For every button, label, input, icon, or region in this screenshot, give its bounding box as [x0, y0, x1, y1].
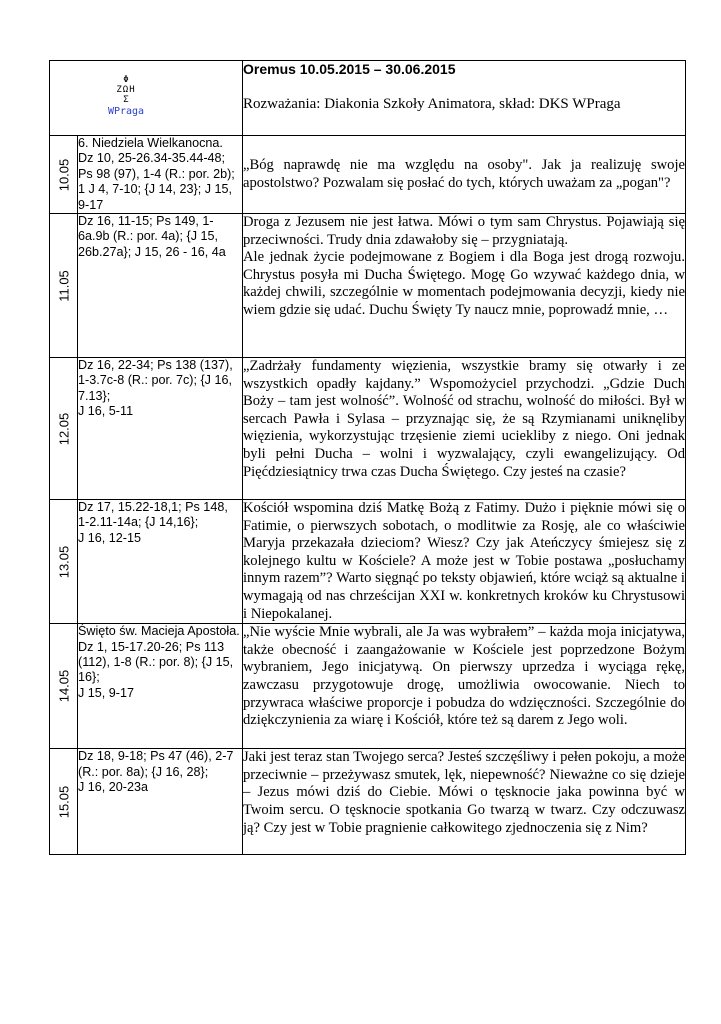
page: [49, 60, 685, 855]
logo-cell: [50, 61, 243, 136]
meditation-cell: [243, 136, 686, 214]
reading-line: Dz 10, 25-26.34-35.44-48; Ps 98 (97), 1-4 (R.: por. 2b); 1 J 4, 7-10; {J 14, 23}; J 15, 9-17: [78, 151, 235, 212]
date-cell: [50, 358, 78, 500]
date-label: 14.05: [56, 669, 71, 703]
day-row: [50, 358, 686, 500]
meditation-cell: [243, 214, 686, 358]
document-subtitle: Rozważania: Diakonia Szkoły Animatora, skład: DKS WPraga: [243, 96, 621, 112]
logo-sigma: Σ: [123, 95, 129, 105]
date-label: 10.05: [56, 158, 71, 191]
readings-cell: [78, 358, 243, 500]
readings-cell: [78, 749, 243, 855]
day-row: [50, 136, 686, 214]
meditation-paragraph: Jaki jest teraz stan Twojego serca? Jesteś szczęśliwy i pełen pokoju, a może przeciwnie – przeżywasz smutek, lęk, niepewność? Nieważne co się dzieje – Jezus mówi dziś do Ciebie. Mówi o tęsknocie jaka powinna być w Twoim sercu. O tęsknocie spotkania Go twarzą w twarz. Czy odczuwasz ją? Czy jest w Tobie pragnienie całkowitego zjednoczenia się z Nim?: [243, 749, 685, 836]
readings-cell: [78, 214, 243, 358]
reading-line: Dz 1, 15-17.20-26; Ps 113 (112), 1-8 (R.: por. 8); {J 15, 16};: [78, 639, 234, 685]
day-row: [50, 624, 686, 749]
reading-line: Dz 17, 15.22-18,1; Ps 148, 1-2.11-14a; {J 14,16};: [78, 500, 228, 530]
date-cell: [50, 136, 78, 214]
day-row: [50, 500, 686, 624]
header-text-cell: [243, 61, 686, 136]
logo-wpraga: WPraga: [107, 106, 145, 117]
date-cell: [50, 749, 78, 855]
document-title: Oremus 10.05.2015 – 30.06.2015: [243, 61, 456, 77]
date-label: 12.05: [56, 412, 71, 445]
readings-cell: [78, 500, 243, 624]
reading-line: 6. Niedziela Wielkanocna.: [78, 136, 223, 150]
schedule-table: [49, 60, 686, 855]
date-cell: [50, 500, 78, 624]
readings-cell: [78, 136, 243, 214]
reading-line: J 16, 20-23a: [78, 780, 149, 794]
meditation-cell: [243, 500, 686, 624]
day-row: [50, 214, 686, 358]
header-row: [50, 61, 686, 136]
reading-line: J 16, 12-15: [78, 530, 142, 545]
logo-phi: Φ: [123, 75, 129, 85]
meditation-cell: [243, 358, 686, 500]
readings-cell: [78, 624, 243, 749]
meditation-paragraph: Droga z Jezusem nie jest łatwa. Mówi o tym sam Chrystus. Pojawiają się przeciwności. Trudy dnia zdawałoby się – przygniatają.: [243, 214, 685, 248]
reading-line: J 16, 5-11: [78, 404, 134, 419]
reading-line: Dz 18, 9-18; Ps 47 (46), 2-7 (R.: por. 8a); {J 16, 28};: [78, 749, 234, 779]
meditation-paragraph: „Zadrżały fundamenty więzienia, wszystkie bramy się otwarły i ze wszystkich opadły kajdany.” Wspomożyciel przychodzi. „Gdzie Duch Boży – tam jest wolność”. Wolność od strachu, wolność do miłości. Był w sercach Pawła i Sylasa – przyznając się, że są Rzymianami uniknęliby więzienia, wykorzystując trzęsienie ziemi uciekliby z niego. Oni jednak byli pełni Ducha – wolni i wyzwalający, czyli ewangelizujący. Od Pięćdziesiątnicy trwa czas Ducha Świętego. Czy jesteś na czasie?: [243, 358, 685, 480]
date-label: 11.05: [56, 269, 71, 302]
day-row: [50, 749, 686, 855]
date-label: 13.05: [56, 545, 71, 578]
meditation-paragraph: „Bóg naprawdę nie ma względu na osoby". Jak ja realizuję swoje apostolstwo? Pozwalam się posłać do tych, których uważam za „pogan"?: [243, 156, 685, 191]
date-cell: [50, 214, 78, 358]
date-cell: [50, 624, 78, 749]
meditation-paragraph: Kościół wspomina dziś Matkę Bożą z Fatimy. Dużo i pięknie mówi się o Fatimie, o pierwszych sobotach, o modlitwie za Rosję, ale co właściwie Maryja przekazała dzieciom? Wiesz? Czy jak Ateńczycy śmiejesz się z kolejnego kultu w Kościele? A może jest w Tobie postawa „posłuchamy innym razem”? Warto sięgnąć po teksty objawień, które wciąż są aktualne i wymagają od nas chrześcijan XXI w. konkretnych kroków ku Chrystusowi i Niepokalanej.: [243, 500, 685, 622]
reading-line: J 15, 9-17: [78, 685, 135, 700]
meditation-paragraph: Ale jednak życie podejmowane z Bogiem i dla Boga jest drogą rozwoju. Chrystus posyła mi Ducha Świętego. Mogę Go wzywać każdego dnia, w każdej chwili, szczególnie w momentach podejmowania decyzji, kiedy nie wiem gdzie się udać. Duchu Święty Ty naucz mnie, poprowadź mnie, …: [243, 249, 685, 318]
meditation-paragraph: „Nie wyście Mnie wybrali, ale Ja was wybrałem” – każda moja inicjatywa, także obecność i zaangażowanie w Kościele jest poprzedzone Bożym wybraniem, Jego inicjatywą. On pierwszy uprzedza i wyciąga rękę, zawczasu przygotowuje drogę, umożliwia owocowanie. Niech to przywraca właściwe proporcje i pobudza do wdzięczności. Szczególnie do dziękczynienia za wiarę i Kościół, które też są darem z Jego woli.: [243, 624, 685, 729]
meditation-cell: [243, 624, 686, 749]
reading-line: Święto św. Macieja Apostoła.: [78, 624, 240, 639]
reading-line: Dz 16, 11-15; Ps 149, 1-6a.9b (R.: por. 4a); {J 15, 26b.27a}; J 15, 26 - 16, 4a: [78, 214, 226, 259]
date-label: 15.05: [56, 785, 71, 818]
dks-logo: [96, 75, 156, 118]
meditation-cell: [243, 749, 686, 855]
reading-line: Dz 16, 22-34; Ps 138 (137), 1-3.7c-8 (R.: por. 7c); {J 16, 7.13};: [78, 358, 233, 403]
logo-zoh: ΖΩΗ: [116, 85, 136, 95]
